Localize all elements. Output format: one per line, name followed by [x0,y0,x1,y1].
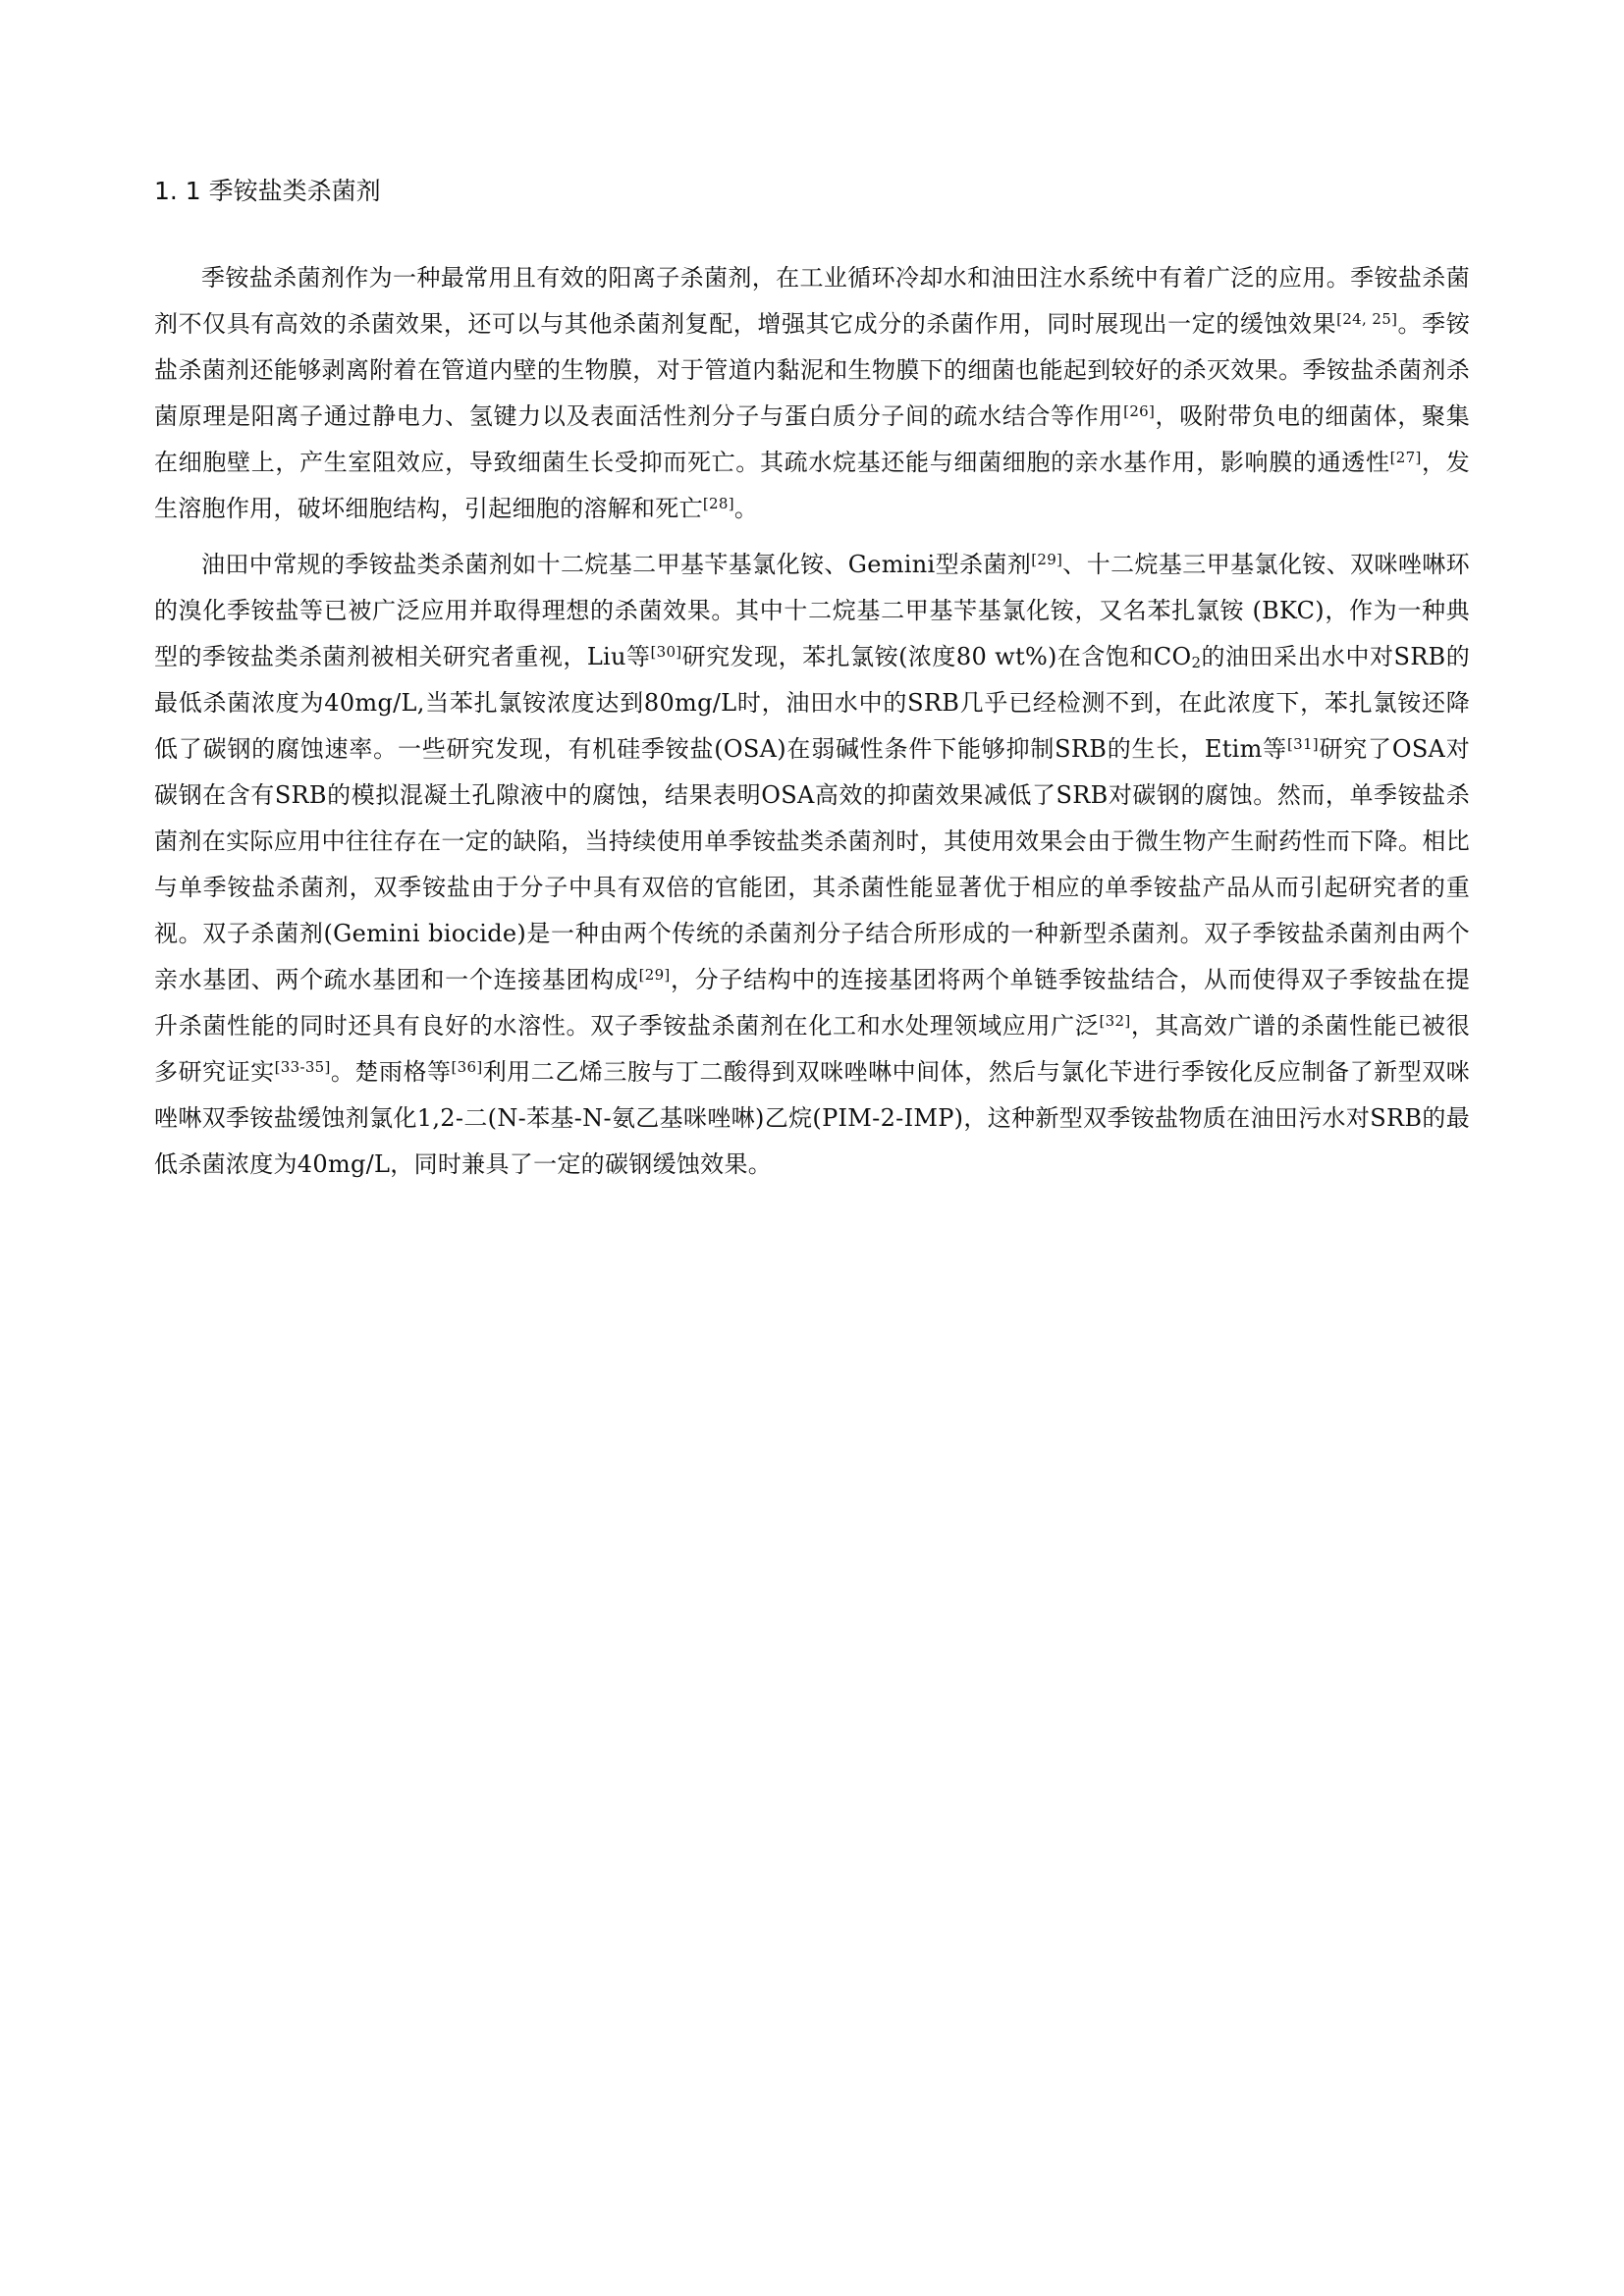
section-heading: 1. 1 季铵盐类杀菌剂 [154,177,381,205]
citation-28: [28] [702,495,734,512]
citation-24-25: [24, 25] [1336,310,1398,328]
p1-text-2: 。季铵盐杀菌剂还能够剥离附着在管道内壁的生物膜，对于管道内黏泥和生物膜下的细菌也能起到较好的杀灭效果。季铵盐杀菌剂杀菌原理是阳离子通过静电力、氢键力以及表面活性剂分子与蛋白质分子间的疏水结合等作用 [154,310,1470,430]
p2-text-4: 的油田采出水中对SRB的最低杀菌浓度为40mg/L,当苯扎氯铵浓度达到80mg/L时，油田水中的SRB几乎已经检测不到，在此浓度下，苯扎氯铵还降低了碳钢的腐蚀速率。一些研究发现，有机硅季铵盐(OSA)在弱碱性条件下能够抑制SRB的生长，Etim等 [154,643,1470,763]
p1-text-3: ，吸附带负电的细菌体，聚集在细胞壁上，产生室阻效应，导致细菌生长受抑而死亡。其疏水烷基还能与细菌细胞的亲水基作用，影响膜的通透性 [154,402,1470,476]
p2-text-1: 油田中常规的季铵盐类杀菌剂如十二烷基二甲基苄基氯化铵、Gemini型杀菌剂 [201,551,1032,578]
citation-31: [31] [1286,735,1319,753]
citation-26: [26] [1123,402,1156,420]
citation-36: [36] [451,1058,483,1076]
citation-29: [29] [1031,551,1063,568]
citation-29-b: [29] [638,966,671,984]
paragraph-2 [154,542,1470,1188]
p2-text-3: 研究发现，苯扎氯铵(浓度80 wt%)在含饱和CO [681,643,1192,670]
citation-32: [32] [1099,1012,1131,1030]
citation-27: [27] [1389,449,1422,466]
p2-text-5: 研究了OSA对碳钢在含有SRB的模拟混凝土孔隙液中的腐蚀，结果表明OSA高效的抑菌效果减低了SRB对碳钢的腐蚀。然而，单季铵盐杀菌剂在实际应用中往往存在一定的缺陷，当持续使用单季铵盐类杀菌剂时，其使用效果会由于微生物产生耐药性而下降。相比与单季铵盐杀菌剂，双季铵盐由于分子中具有双倍的官能团，其杀菌性能显著优于相应的单季铵盐产品从而引起研究者的重视。双子杀菌剂(Gemini biocide)是一种由两个传统的杀菌剂分子结合所形成的一种新型杀菌剂。双子季铵盐杀菌剂由两个亲水基团、两个疏水基团和一个连接基团构成 [154,735,1470,993]
body-text [154,255,1470,1198]
p1-text-5: 。 [733,495,759,522]
p2-text-7: ，其高效广谱的杀菌性能已被很多研究证实 [154,1012,1470,1086]
p1-text-4: ，发生溶胞作用，破坏细胞结构，引起细胞的溶解和死亡 [154,449,1470,522]
p1-text-1: 季铵盐杀菌剂作为一种最常用且有效的阳离子杀菌剂，在工业循环冷却水和油田注水系统中有着广泛的应用。季铵盐杀菌剂不仅具有高效的杀菌效果，还可以与其他杀菌剂复配，增强其它成分的杀菌作用，同时展现出一定的缓蚀效果 [154,264,1470,338]
p2-text-6: ，分子结构中的连接基团将两个单链季铵盐结合，从而使得双子季铵盐在提升杀菌性能的同时还具有良好的水溶性。双子季铵盐杀菌剂在化工和水处理领域应用广泛 [154,966,1471,1040]
p2-text-8: 。楚雨格等 [330,1058,452,1086]
p2-text-9: 利用二乙烯三胺与丁二酸得到双咪唑啉中间体，然后与氯化苄进行季铵化反应制备了新型双咪唑啉双季铵盐缓蚀剂氯化1,2-二(N-苯基-N-氨乙基咪唑啉)乙烷(PIM-2-IMP)，这种新型双季铵盐物质在油田污水对SRB的最低杀菌浓度为40mg/L，同时兼具了一定的碳钢缓蚀效果。 [154,1058,1471,1178]
p2-text-2: 、十二烷基三甲基氯化铵、双咪唑啉环的溴化季铵盐等已被广泛应用并取得理想的杀菌效果。其中十二烷基二甲基苄基氯化铵，又名苯扎氯铵 (BKC)，作为一种典型的季铵盐类杀菌剂被相关研究者重视，Liu等 [154,551,1470,670]
citation-33-35: [33-35] [274,1058,331,1076]
paragraph-1 [154,255,1470,532]
citation-30: [30] [650,643,682,661]
co2-subscript: 2 [1191,654,1202,671]
